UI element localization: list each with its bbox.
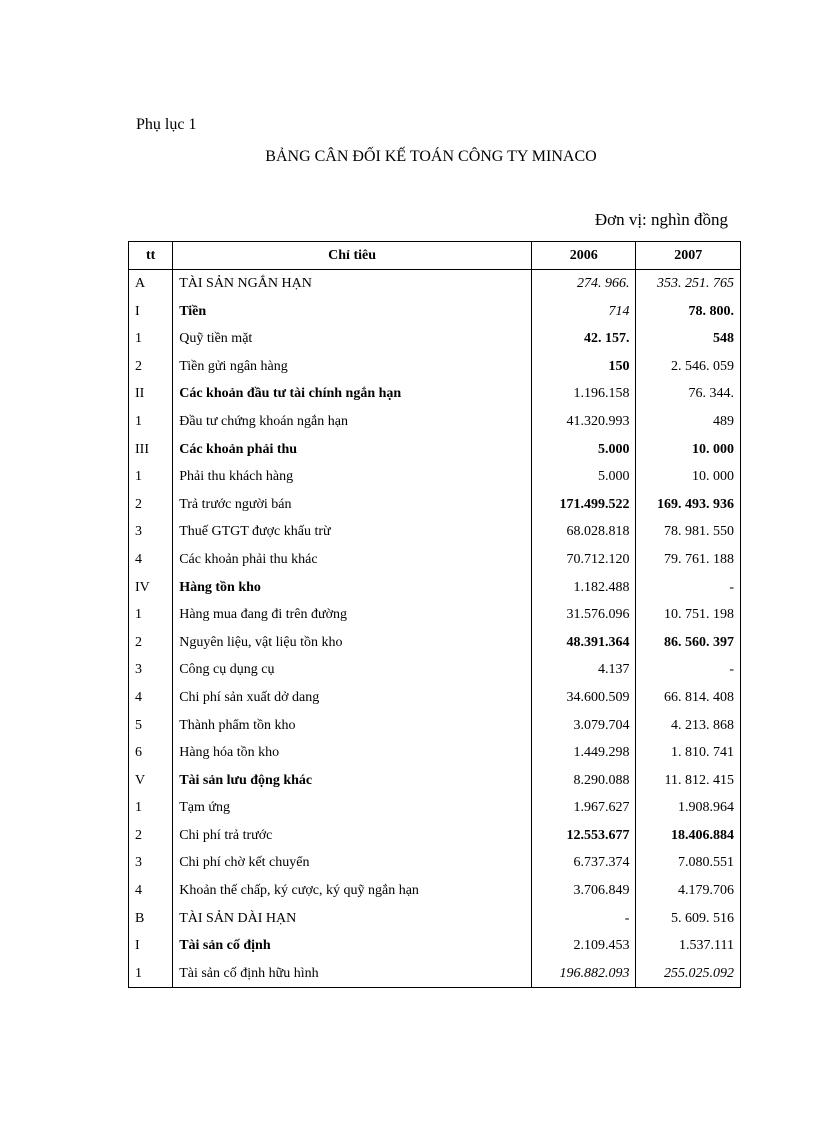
row-tt: 4 bbox=[129, 684, 173, 712]
table-row bbox=[129, 546, 741, 574]
table-row bbox=[129, 325, 741, 353]
table-row bbox=[129, 739, 741, 767]
row-name: Thuế GTGT được khấu trừ bbox=[173, 518, 532, 546]
table-row bbox=[129, 629, 741, 657]
row-tt: 3 bbox=[129, 518, 173, 546]
row-name: Chi phí chờ kết chuyển bbox=[173, 849, 532, 877]
row-value-2007: 10. 000 bbox=[636, 436, 741, 464]
row-value-2007: 353. 251. 765 bbox=[636, 270, 741, 298]
row-name: Nguyên liệu, vật liệu tồn kho bbox=[173, 629, 532, 657]
row-tt: 2 bbox=[129, 353, 173, 381]
table-row bbox=[129, 767, 741, 795]
table-row bbox=[129, 270, 741, 298]
row-tt: I bbox=[129, 298, 173, 326]
row-name: Công cụ dụng cụ bbox=[173, 656, 532, 684]
appendix-label: Phụ lục 1 bbox=[136, 116, 197, 133]
row-value-2007: 2. 546. 059 bbox=[636, 353, 741, 381]
table-row bbox=[129, 574, 741, 602]
row-value-2006: 34.600.509 bbox=[531, 684, 636, 712]
row-tt: B bbox=[129, 905, 173, 933]
row-tt: 2 bbox=[129, 822, 173, 850]
table-row bbox=[129, 601, 741, 629]
row-tt: 4 bbox=[129, 546, 173, 574]
row-value-2007: 7.080.551 bbox=[636, 849, 741, 877]
row-tt: 1 bbox=[129, 794, 173, 822]
row-name: Hàng hóa tồn kho bbox=[173, 739, 532, 767]
row-value-2006: 6.737.374 bbox=[531, 849, 636, 877]
table-row bbox=[129, 960, 741, 988]
row-name: Tài sản cố định hữu hình bbox=[173, 960, 532, 988]
table-row bbox=[129, 353, 741, 381]
row-value-2006: 3.706.849 bbox=[531, 877, 636, 905]
row-name: Các khoản phải thu bbox=[173, 436, 532, 464]
row-value-2007: 78. 981. 550 bbox=[636, 518, 741, 546]
row-tt: 1 bbox=[129, 601, 173, 629]
row-tt: 2 bbox=[129, 491, 173, 519]
table-row bbox=[129, 822, 741, 850]
row-name: Chi phí trả trước bbox=[173, 822, 532, 850]
table-row bbox=[129, 380, 741, 408]
row-name: Tài sản lưu động khác bbox=[173, 767, 532, 795]
row-tt: V bbox=[129, 767, 173, 795]
row-value-2006: 41.320.993 bbox=[531, 408, 636, 436]
table-row bbox=[129, 436, 741, 464]
table-row bbox=[129, 298, 741, 326]
row-tt: IV bbox=[129, 574, 173, 602]
row-value-2007: 10. 751. 198 bbox=[636, 601, 741, 629]
balance-sheet-table bbox=[128, 241, 741, 988]
row-value-2006: 274. 966. bbox=[531, 270, 636, 298]
row-value-2007: 18.406.884 bbox=[636, 822, 741, 850]
row-value-2006: 12.553.677 bbox=[531, 822, 636, 850]
row-name: Khoản thế chấp, ký cược, ký quỹ ngắn hạn bbox=[173, 877, 532, 905]
row-value-2007: - bbox=[636, 574, 741, 602]
table-row bbox=[129, 684, 741, 712]
row-name: Các khoản đầu tư tài chính ngắn hạn bbox=[173, 380, 532, 408]
table-row bbox=[129, 877, 741, 905]
row-name: Chi phí sản xuất dở dang bbox=[173, 684, 532, 712]
row-value-2006: - bbox=[531, 905, 636, 933]
table-row bbox=[129, 408, 741, 436]
row-value-2006: 714 bbox=[531, 298, 636, 326]
table-row bbox=[129, 712, 741, 740]
row-tt: 1 bbox=[129, 960, 173, 988]
row-name: Tiền gửi ngân hàng bbox=[173, 353, 532, 381]
row-value-2007: 255.025.092 bbox=[636, 960, 741, 988]
row-value-2007: 548 bbox=[636, 325, 741, 353]
row-value-2006: 4.137 bbox=[531, 656, 636, 684]
row-value-2006: 31.576.096 bbox=[531, 601, 636, 629]
row-tt: II bbox=[129, 380, 173, 408]
row-tt: 1 bbox=[129, 408, 173, 436]
row-name: TÀI SẢN DÀI HẠN bbox=[173, 905, 532, 933]
row-value-2007: 169. 493. 936 bbox=[636, 491, 741, 519]
row-value-2007: 11. 812. 415 bbox=[636, 767, 741, 795]
row-value-2006: 5.000 bbox=[531, 463, 636, 491]
row-name: Phải thu khách hàng bbox=[173, 463, 532, 491]
table-row bbox=[129, 463, 741, 491]
row-value-2007: 10. 000 bbox=[636, 463, 741, 491]
row-value-2007: 1. 810. 741 bbox=[636, 739, 741, 767]
row-tt: 3 bbox=[129, 656, 173, 684]
row-name: Tài sản cố định bbox=[173, 932, 532, 960]
row-value-2007: 79. 761. 188 bbox=[636, 546, 741, 574]
row-value-2006: 48.391.364 bbox=[531, 629, 636, 657]
row-value-2006: 196.882.093 bbox=[531, 960, 636, 988]
row-value-2006: 1.182.488 bbox=[531, 574, 636, 602]
row-tt: 1 bbox=[129, 325, 173, 353]
table-row bbox=[129, 656, 741, 684]
row-tt: 6 bbox=[129, 739, 173, 767]
row-name: Hàng tồn kho bbox=[173, 574, 532, 602]
row-value-2007: 76. 344. bbox=[636, 380, 741, 408]
row-name: Quỹ tiền mặt bbox=[173, 325, 532, 353]
row-value-2006: 42. 157. bbox=[531, 325, 636, 353]
row-value-2007: 1.908.964 bbox=[636, 794, 741, 822]
row-value-2006: 1.449.298 bbox=[531, 739, 636, 767]
row-value-2007: 489 bbox=[636, 408, 741, 436]
table-row bbox=[129, 491, 741, 519]
row-value-2007: 66. 814. 408 bbox=[636, 684, 741, 712]
row-tt: 5 bbox=[129, 712, 173, 740]
row-name: Thành phẩm tồn kho bbox=[173, 712, 532, 740]
table-row bbox=[129, 849, 741, 877]
row-name: Tiền bbox=[173, 298, 532, 326]
row-value-2006: 70.712.120 bbox=[531, 546, 636, 574]
row-value-2007: 78. 800. bbox=[636, 298, 741, 326]
row-value-2007: 5. 609. 516 bbox=[636, 905, 741, 933]
row-name: Tạm ứng bbox=[173, 794, 532, 822]
row-value-2006: 2.109.453 bbox=[531, 932, 636, 960]
row-tt: I bbox=[129, 932, 173, 960]
row-name: TÀI SẢN NGẮN HẠN bbox=[173, 270, 532, 298]
row-value-2006: 150 bbox=[531, 353, 636, 381]
row-tt: 1 bbox=[129, 463, 173, 491]
unit-label: Đơn vị: nghìn đồng bbox=[594, 210, 728, 229]
col-header-indicator: Chỉ tiêu bbox=[173, 242, 532, 270]
table-header-row bbox=[129, 242, 741, 270]
table-row bbox=[129, 518, 741, 546]
row-value-2007: 1.537.111 bbox=[636, 932, 741, 960]
row-tt: 3 bbox=[129, 849, 173, 877]
row-value-2006: 68.028.818 bbox=[531, 518, 636, 546]
row-value-2006: 1.196.158 bbox=[531, 380, 636, 408]
document-title: BẢNG CÂN ĐỐI KẾ TOÁN CÔNG TY MINACO bbox=[265, 148, 597, 165]
row-name: Đầu tư chứng khoán ngắn hạn bbox=[173, 408, 532, 436]
row-tt: III bbox=[129, 436, 173, 464]
row-value-2007: - bbox=[636, 656, 741, 684]
col-header-tt: tt bbox=[129, 242, 173, 270]
row-tt: 4 bbox=[129, 877, 173, 905]
row-value-2006: 3.079.704 bbox=[531, 712, 636, 740]
table-row bbox=[129, 905, 741, 933]
row-name: Hàng mua đang đi trên đường bbox=[173, 601, 532, 629]
col-header-2006: 2006 bbox=[531, 242, 636, 270]
row-tt: 2 bbox=[129, 629, 173, 657]
row-value-2007: 4. 213. 868 bbox=[636, 712, 741, 740]
row-name: Trả trước người bán bbox=[173, 491, 532, 519]
col-header-2007: 2007 bbox=[636, 242, 741, 270]
row-value-2006: 1.967.627 bbox=[531, 794, 636, 822]
row-value-2007: 4.179.706 bbox=[636, 877, 741, 905]
row-value-2006: 171.499.522 bbox=[531, 491, 636, 519]
table-row bbox=[129, 794, 741, 822]
row-value-2006: 5.000 bbox=[531, 436, 636, 464]
row-value-2007: 86. 560. 397 bbox=[636, 629, 741, 657]
row-value-2006: 8.290.088 bbox=[531, 767, 636, 795]
row-tt: A bbox=[129, 270, 173, 298]
row-name: Các khoản phải thu khác bbox=[173, 546, 532, 574]
table-row bbox=[129, 932, 741, 960]
